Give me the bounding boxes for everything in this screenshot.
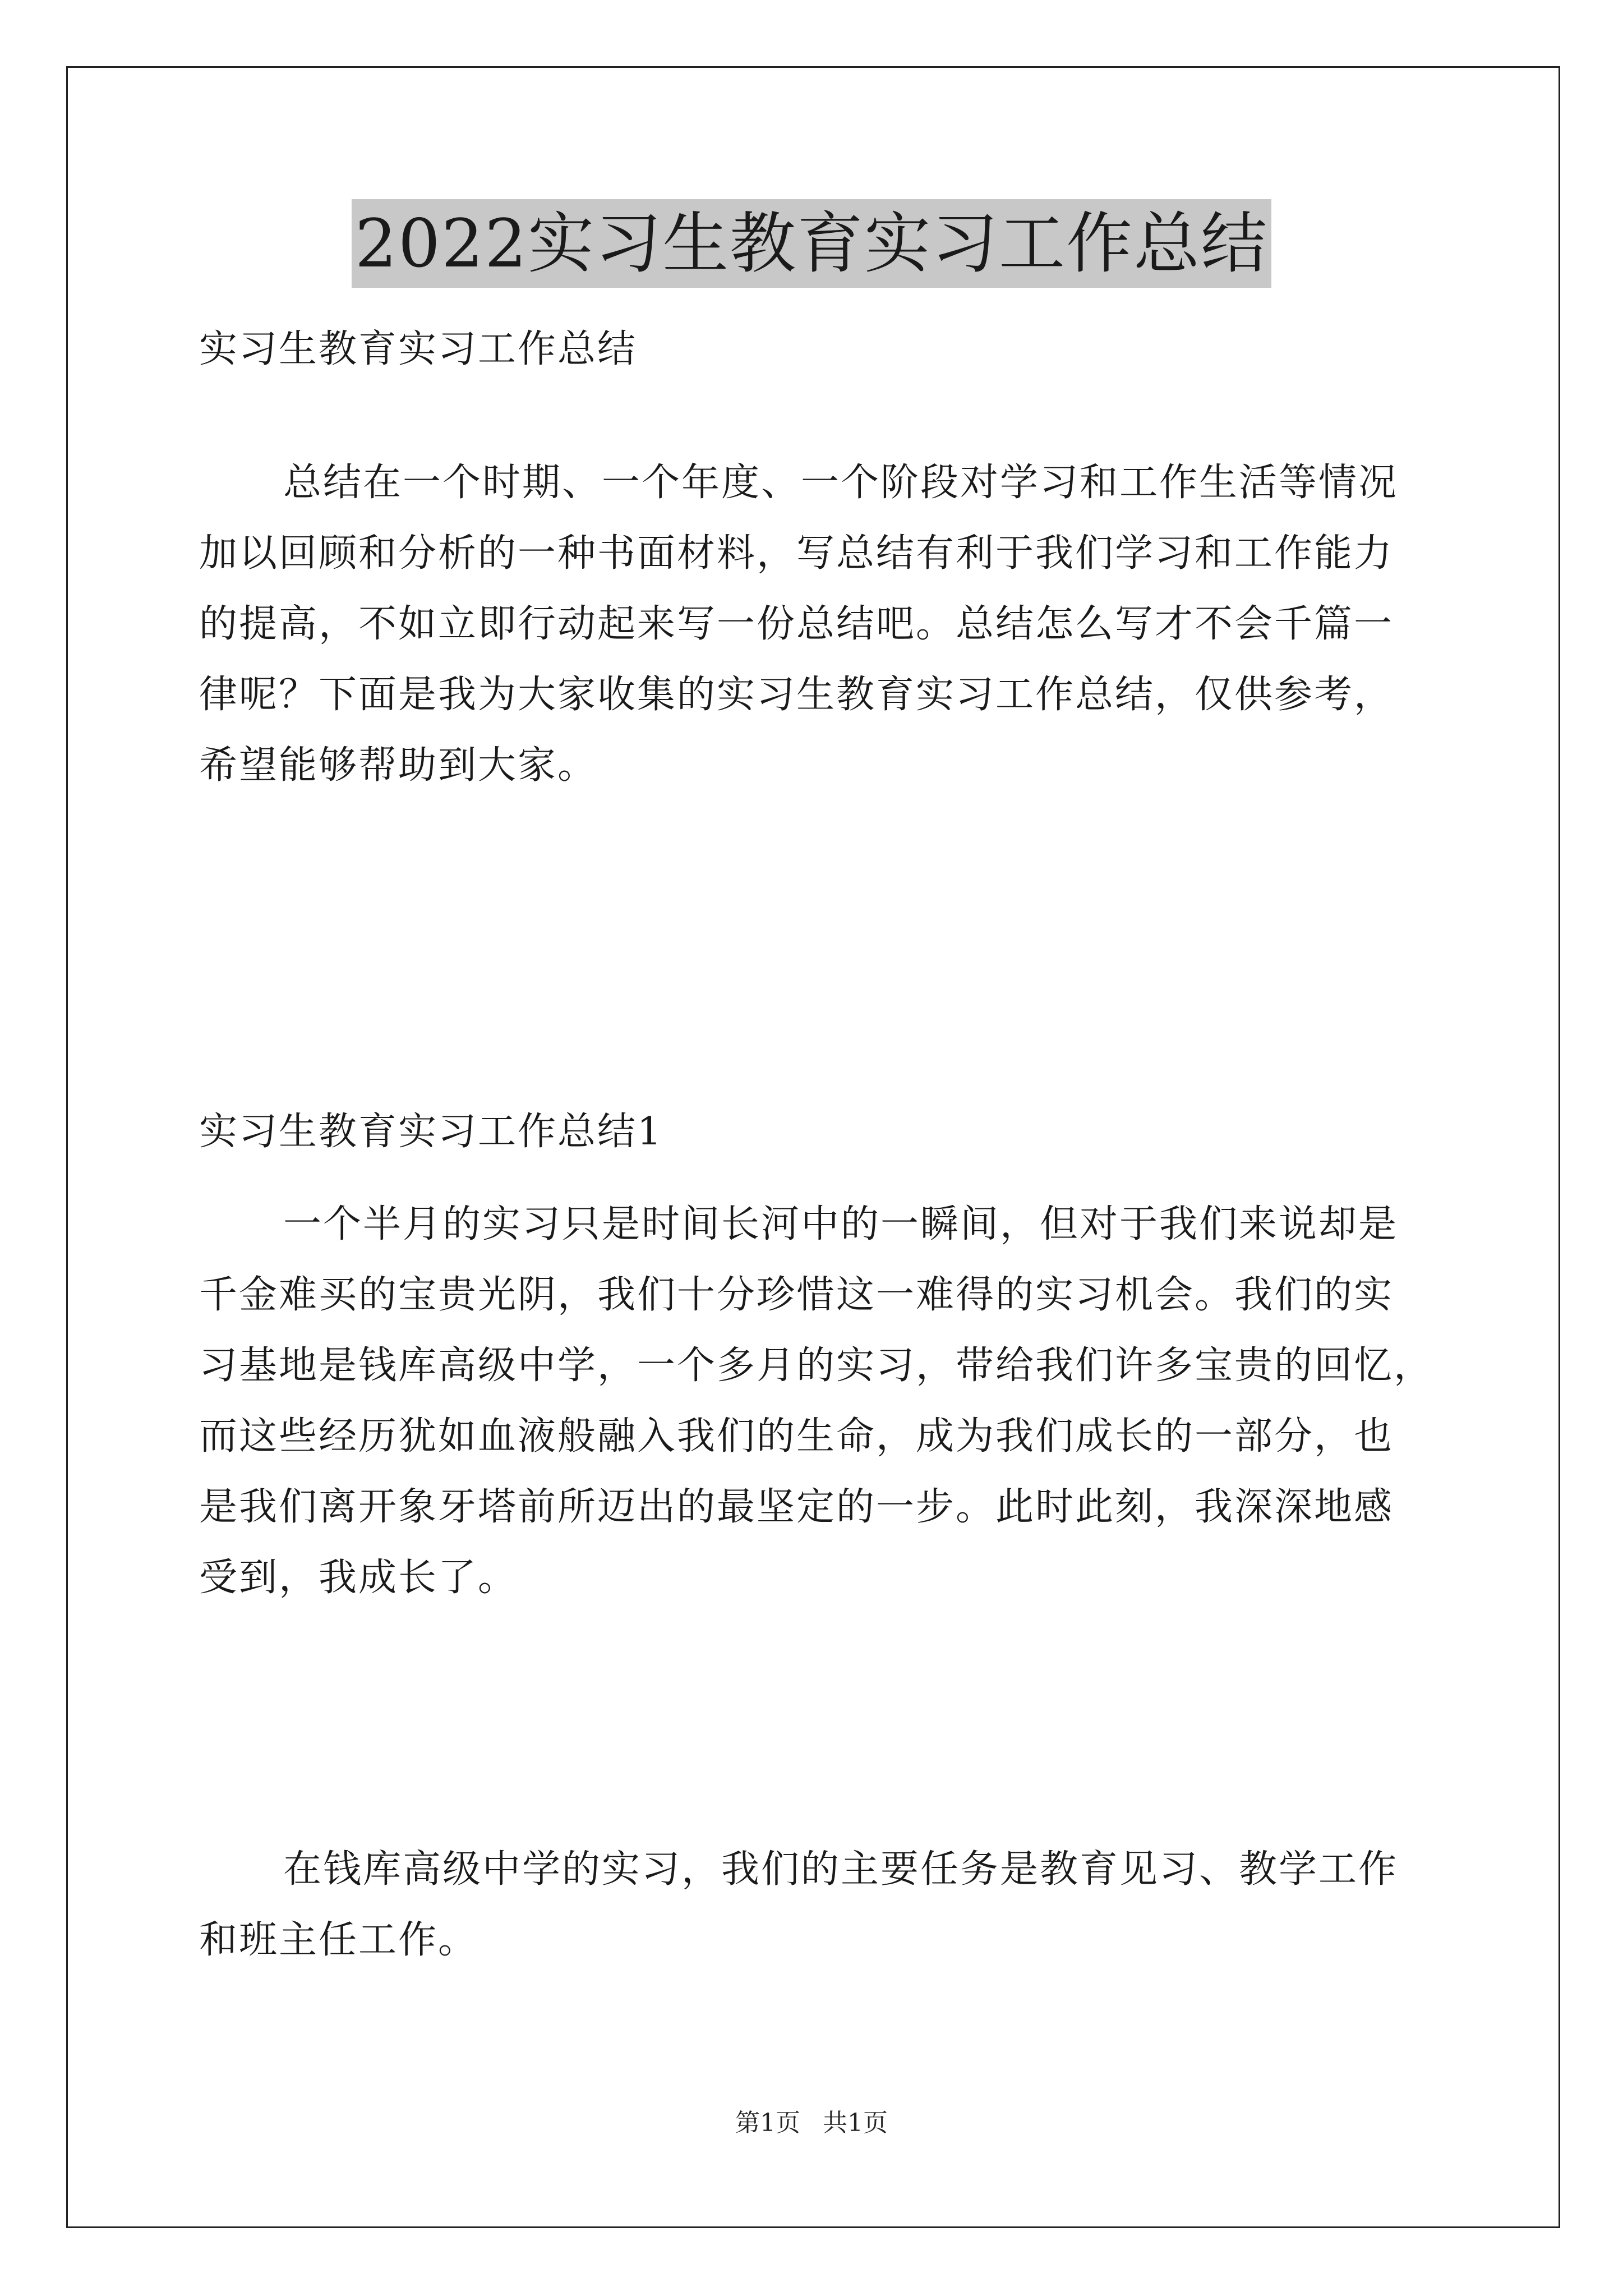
page-footer	[0, 2106, 1623, 2140]
paragraph-line: 希望能够帮助到大家。	[199, 743, 598, 788]
paragraph-line: 总结在一个时期、一个年度、一个阶段对学习和工作生活等情况	[283, 461, 1399, 505]
paragraph-line: 千金难买的宝贵光阴，我们十分珍惜这一难得的实习机会。我们的实	[199, 1273, 1394, 1317]
title-container	[0, 199, 1623, 288]
section-heading	[199, 1097, 1433, 1167]
paragraph-line: 是我们离开象牙塔前所迈出的最坚定的一步。此时此刻，我深深地感	[199, 1485, 1394, 1529]
paragraph-line: 和班主任工作。	[199, 1918, 478, 1962]
intro-paragraph	[199, 448, 1433, 801]
paragraph-line: 受到，我成长了。	[199, 1556, 518, 1600]
document-subtitle	[199, 314, 1433, 385]
page-total: 共1页	[823, 2109, 888, 2137]
paragraph-line: 习基地是钱库高级中学，一个多月的实习，带给我们许多宝贵的回忆，	[199, 1343, 1434, 1388]
paragraph-line: 而这些经历犹如血液般融入我们的生命，成为我们成长的一部分，也	[199, 1414, 1394, 1458]
page-number: 第1页	[735, 2109, 800, 2137]
paragraph-line: 加以回顾和分析的一种书面材料，写总结有利于我们学习和工作能力	[199, 531, 1394, 576]
subtitle-line: 实习生教育实习工作总结	[199, 327, 638, 371]
paragraph-line: 在钱库高级中学的实习，我们的主要任务是教育见习、教学工作	[283, 1847, 1399, 1892]
document-title: 2022实习生教育实习工作总结	[352, 199, 1271, 288]
paragraph-line: 律呢？下面是我为大家收集的实习生教育实习工作总结，仅供参考，	[199, 673, 1394, 717]
section1-paragraph-2	[199, 1834, 1433, 1976]
paragraph-line: 的提高，不如立即行动起来写一份总结吧。总结怎么写才不会千篇一	[199, 602, 1394, 646]
section-heading-text: 实习生教育实习工作总结1	[199, 1110, 663, 1154]
section1-paragraph-1	[199, 1189, 1433, 1613]
paragraph-line: 一个半月的实习只是时间长河中的一瞬间，但对于我们来说却是	[283, 1202, 1399, 1246]
